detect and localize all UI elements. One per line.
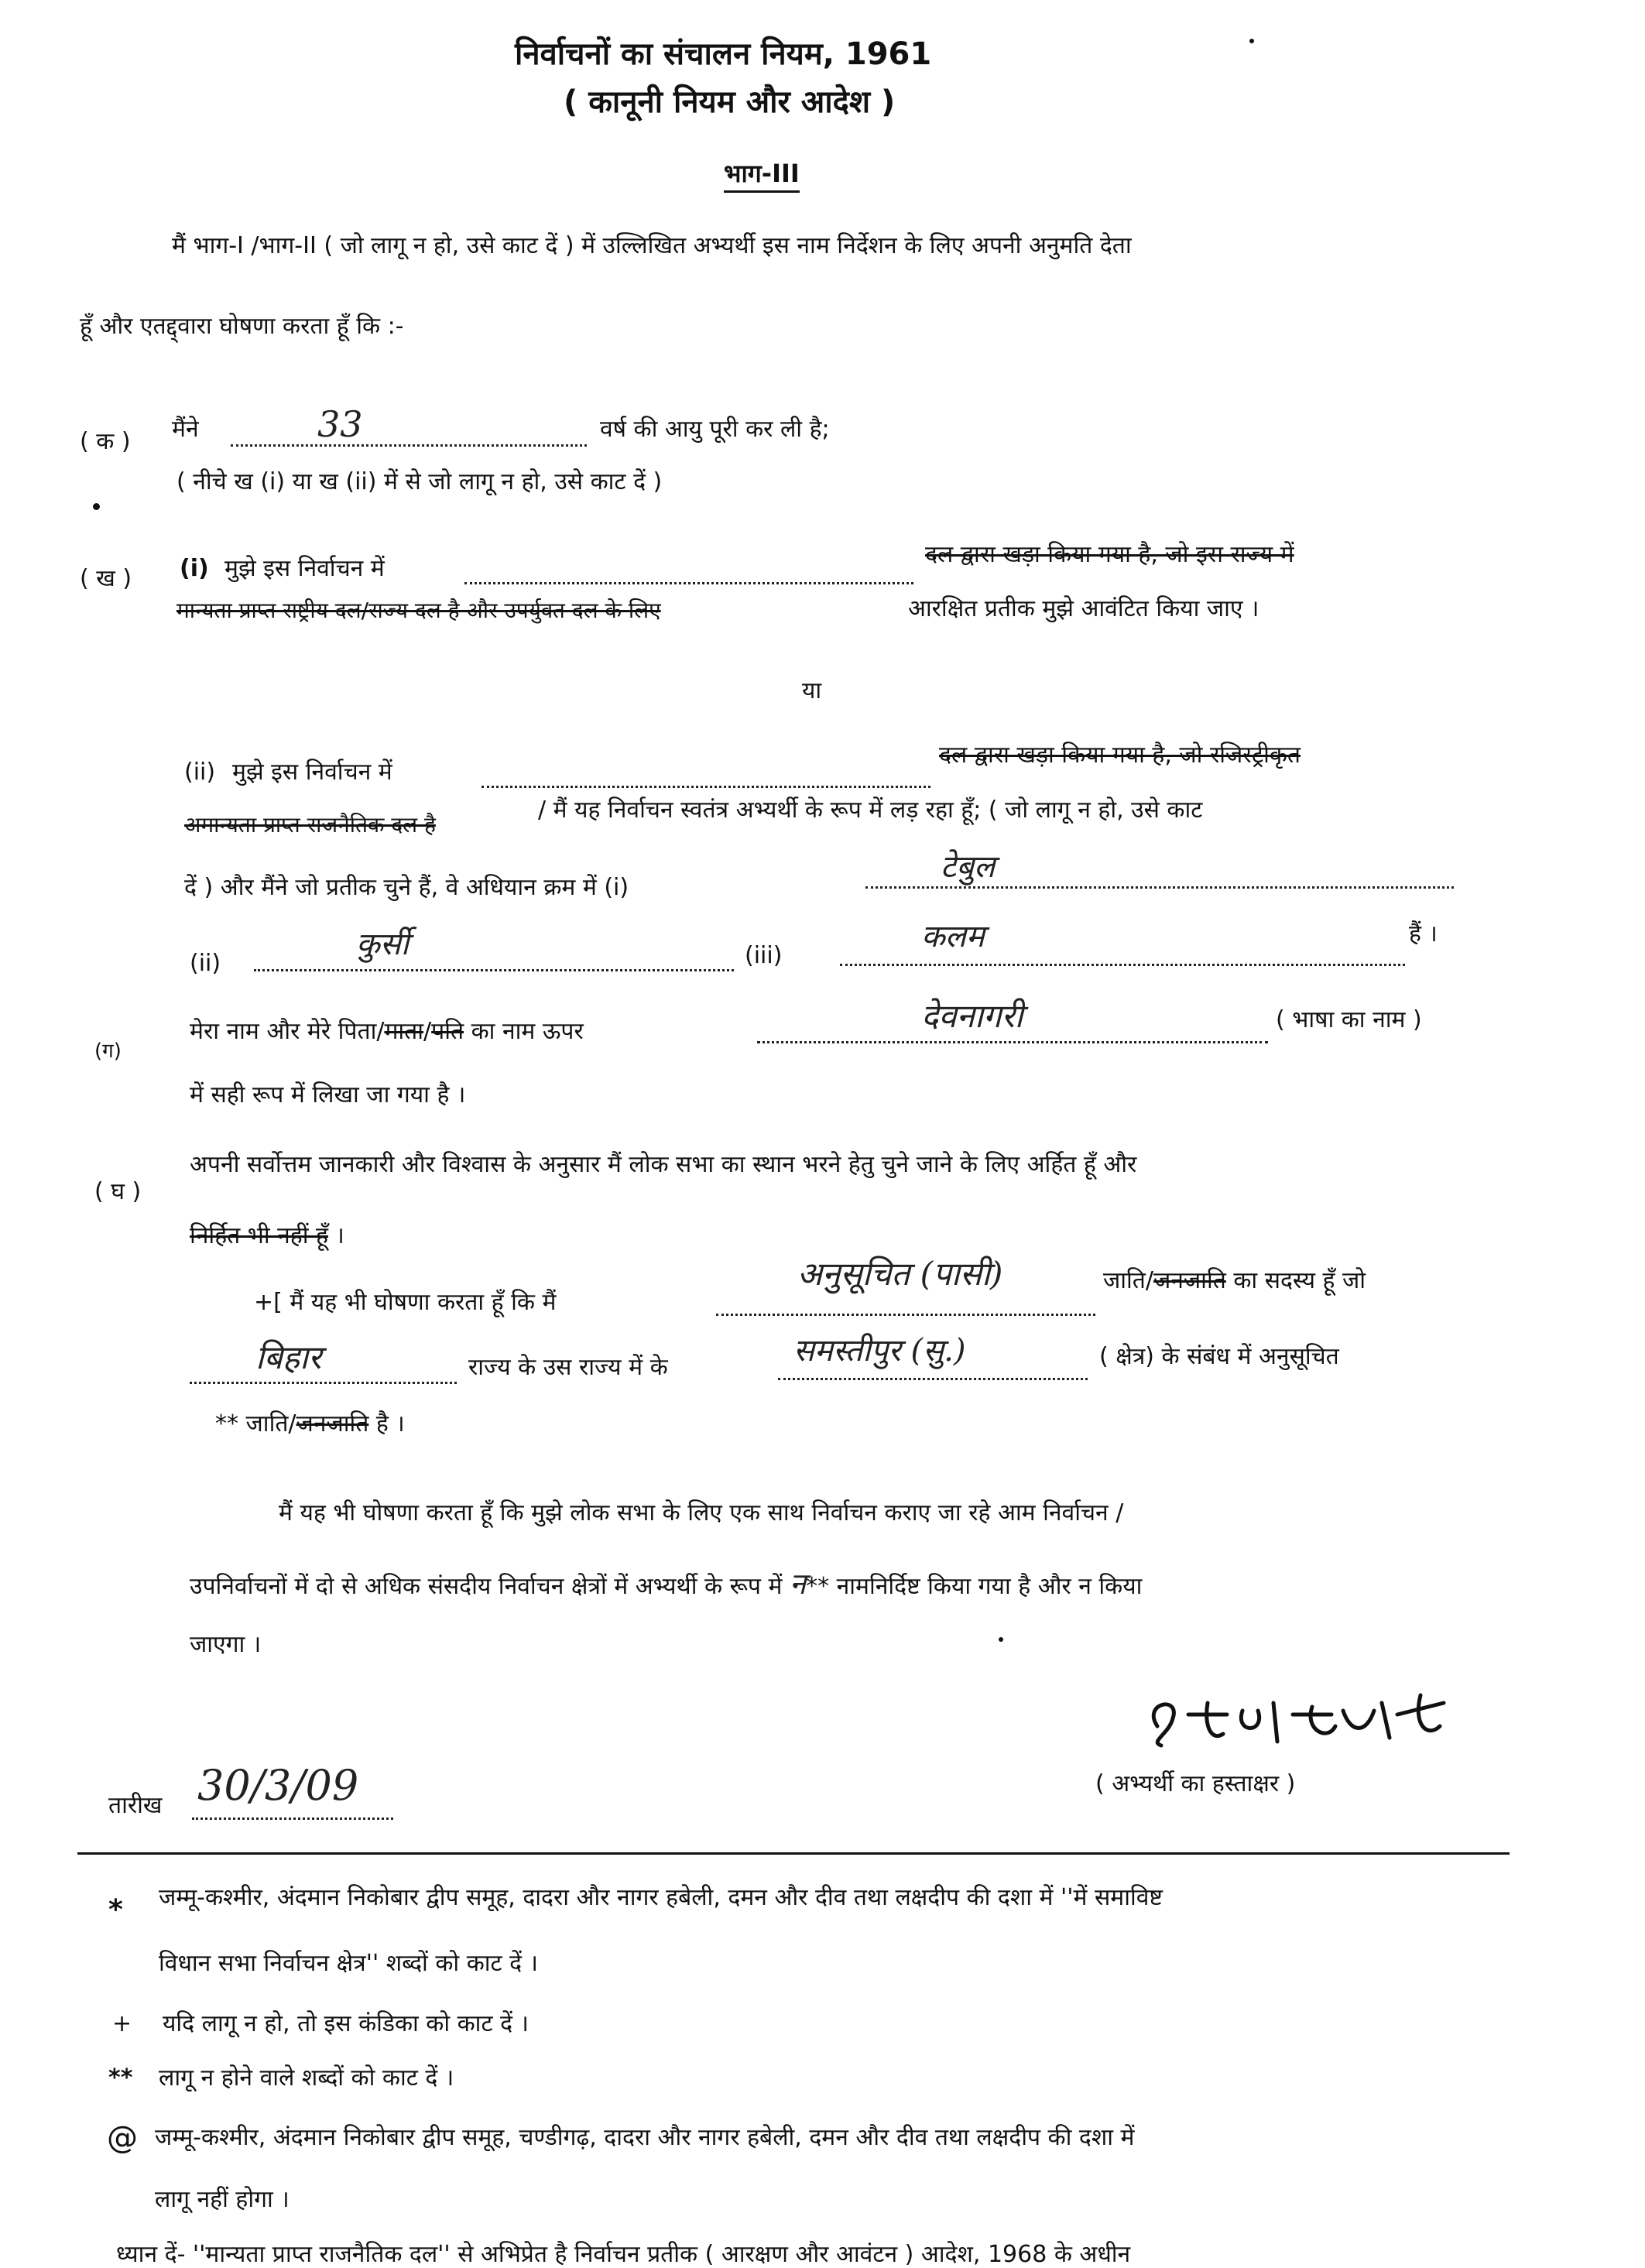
clause-ga-text-b: का नाम ऊपर xyxy=(471,1018,584,1045)
symbol-2-value: कुर्सी xyxy=(356,927,410,962)
ink-speck xyxy=(1249,39,1254,43)
bottom-note: ध्यान दें- ''मान्यता प्राप्त राजनैतिक दल'' से अभिप्रेत है निर्वाचन प्रतीक ( आरक्षण और आवंटन ) आदेश, 1968 के अधीन xyxy=(116,2241,1131,2268)
clause-kha-i-struck-a: दल द्वारा खड़ा किया गया है, जो इस राज्य में xyxy=(925,541,1294,568)
clause-gha-text-h: ** जाति/ xyxy=(215,1410,296,1437)
clause-gha-struck-a: निर्हित भी नहीं हूँ xyxy=(190,1222,328,1249)
footnote-symbol: * xyxy=(108,1894,123,1926)
date-value: 30/3/09 xyxy=(197,1761,359,1810)
language-field-line xyxy=(757,1041,1268,1043)
footnote-text: जम्मू-कश्मीर, अंदमान निकोबार द्वीप समूह, दादरा और नागर हबेली, दमन और दीव तथा लक्षदीप की दशा में ''में समाविष्ट xyxy=(159,1884,1163,1911)
clause-kha-ii-struck-b: अमान्यता प्राप्त राजनैतिक दल है xyxy=(184,812,436,838)
further-decl-line-2-a: उपनिर्वाचनों में दो से अधिक संसदीय निर्वाचन क्षेत्रों में अभ्यर्थी के रूप में xyxy=(190,1573,783,1600)
clause-ga-text-a-span: मेरा नाम और मेरे पिता/ xyxy=(190,1018,385,1045)
document-title: निर्वाचनों का संचालन नियम, 1961 xyxy=(515,36,932,72)
clause-ka-text-a: मैंने xyxy=(172,416,199,443)
clause-ka-marker: ( क ) xyxy=(80,428,131,455)
clause-gha-marker: ( घ ) xyxy=(94,1178,142,1205)
state-value: बिहार xyxy=(255,1338,322,1376)
party-field-line-1 xyxy=(464,582,913,584)
further-decl-line-1: मैं यह भी घोषणा करता हूँ कि मुझे लोक सभा के लिए एक साथ निर्वाचन कराए जा रहे आम निर्वाचन / xyxy=(279,1499,1124,1526)
footnote-text: जम्मू-कश्मीर, अंदमान निकोबार द्वीप समूह, चण्डीगढ़, दादरा और नागर हबेली, दमन और दीव तथा लक्षदीप की दशा में xyxy=(155,2124,1135,2151)
clause-ka-note: ( नीचे ख (i) या ख (ii) में से जो लागू न हो, उसे काट दें ) xyxy=(176,468,663,495)
caste-value: अनुसूचित (पासी) xyxy=(797,1255,1003,1293)
ink-speck xyxy=(999,1637,1003,1642)
constituency-field-line xyxy=(778,1378,1088,1380)
clause-kha-i-num: (i) xyxy=(180,555,209,582)
document-subtitle: ( कानूनी नियम और आदेश ) xyxy=(564,84,896,120)
footnote-text-cont: लागू नहीं होगा । xyxy=(155,2186,290,2213)
clause-gha-text-a: अपनी सर्वोत्तम जानकारी और विश्वास के अनुसार मैं लोक सभा का स्थान भरने हेतु चुने जाने के लिए अर्हित हूँ और xyxy=(190,1151,1137,1178)
clause-gha-struck-d: जनजाति xyxy=(296,1410,369,1437)
clause-gha-line-3-end xyxy=(1103,1269,1366,1293)
footnote-symbol: + xyxy=(112,2010,132,2037)
clause-gha-text-e: का सदस्य हूँ जो xyxy=(1233,1267,1366,1294)
ink-speck xyxy=(93,503,100,510)
clause-kha-ii-num: (ii) xyxy=(184,759,216,786)
age-value: 33 xyxy=(317,403,363,445)
clause-kha-i-text-a: मुझे इस निर्वाचन में xyxy=(224,555,385,582)
clause-gha-text-c: +[ मैं यह भी घोषणा करता हूँ कि मैं xyxy=(254,1289,557,1316)
clause-kha-marker: ( ख ) xyxy=(80,565,132,592)
clause-ka-text-b: वर्ष की आयु पूरी कर ली है; xyxy=(600,416,830,443)
symbol-2-field-line xyxy=(254,969,734,971)
clause-kha-ii-text-d: हैं । xyxy=(1409,920,1438,947)
clause-kha-ii-text-c: दें ) और मैंने जो प्रतीक चुने हैं, वे अधियान क्रम में (i) xyxy=(184,874,629,901)
party-field-line-2 xyxy=(482,786,930,788)
clause-gha-struck-c: जनजाति xyxy=(1153,1267,1226,1294)
clause-gha-text-f: राज्य के उस राज्य में के xyxy=(468,1354,668,1381)
footnote-symbol: ** xyxy=(108,2064,133,2092)
clause-ga-struck-husband: पति xyxy=(431,1018,464,1045)
further-decl-line-3: जाएगा । xyxy=(190,1631,262,1658)
clause-ga-marker: (ग) xyxy=(94,1040,122,1063)
footnote-text-cont: विधान सभा निर्वाचन क्षेत्र'' शब्दों को काट दें । xyxy=(159,1950,539,1977)
footnote-text: लागू न होने वाले शब्दों को काट दें । xyxy=(159,2064,454,2092)
or-word: या xyxy=(802,677,822,704)
clause-kha-ii-struck-a: दल द्वारा खड़ा किया गया है, जो रजिस्ट्रीकृत xyxy=(939,742,1301,769)
footnote-symbol: @ xyxy=(107,2120,138,2156)
clause-kha-ii-label-ii: (ii) xyxy=(190,950,221,977)
symbol-3-field-line xyxy=(840,964,1405,966)
clause-ga-text-a xyxy=(190,1020,584,1043)
clause-ga-sep: / xyxy=(423,1018,432,1045)
footnote-text: यदि लागू न हो, तो इस कंडिका को काट दें । xyxy=(163,2010,529,2037)
further-decl-line-2-b: ** नामनिर्दिष्ट किया गया है और न किया xyxy=(806,1573,1143,1600)
clause-kha-ii-text-a: मुझे इस निर्वाचन में xyxy=(232,759,392,786)
language-value: देवनागरी xyxy=(921,997,1023,1035)
state-field-line xyxy=(190,1382,457,1384)
symbol-3-value: कलम xyxy=(921,919,985,954)
date-field-line xyxy=(192,1817,393,1820)
clause-gha-line-5 xyxy=(215,1410,405,1437)
signature-label: ( अभ्यर्थी का हस्ताक्षर ) xyxy=(1095,1770,1296,1797)
clause-kha-ii-label-iii: (iii) xyxy=(745,942,783,969)
symbol-1-field-line xyxy=(865,886,1454,889)
symbol-1-value: टेबुल xyxy=(941,849,996,885)
constituency-value: समस्तीपुर (सु.) xyxy=(793,1333,966,1369)
clause-gha-text-d: जाति/ xyxy=(1103,1267,1154,1294)
intro-line-2: हूँ और एतद्द्वारा घोषणा करता हूँ कि :- xyxy=(80,313,404,340)
clause-ga-text-c: ( भाषा का नाम ) xyxy=(1276,1006,1422,1033)
date-label: तारीख xyxy=(108,1792,163,1819)
clause-gha-text-b: । xyxy=(335,1222,344,1249)
intro-line-1: मैं भाग-I /भाग-II ( जो लागू न हो, उसे काट दें ) में उल्लिखित अभ्यर्थी इस नाम निर्देशन के लिए अपनी अनुमति देता xyxy=(172,232,1132,259)
clause-gha-line-2 xyxy=(190,1222,344,1249)
further-decl-hand: न xyxy=(789,1567,807,1601)
clause-kha-i-struck-b: मान्यता प्राप्त राष्ट्रीय दल/राज्य दल है और उपर्युक्त दल के लिए xyxy=(176,598,661,623)
candidate-signature xyxy=(1134,1672,1459,1757)
further-decl-line-2 xyxy=(190,1567,1143,1601)
clause-kha-i-text-b: आरक्षित प्रतीक मुझे आवंटित किया जाए । xyxy=(908,595,1259,622)
clause-gha-text-i: है । xyxy=(375,1410,405,1437)
clause-ga-struck-mother: माता xyxy=(384,1018,424,1045)
footnote-separator xyxy=(77,1852,1510,1855)
caste-field-line xyxy=(716,1314,1095,1316)
clause-ga-text-d: में सही रूप में लिखा जा गया है । xyxy=(190,1081,466,1108)
age-field-line xyxy=(231,444,587,447)
clause-gha-text-g: ( क्षेत्र) के संबंध में अनुसूचित xyxy=(1099,1343,1339,1370)
part-heading: भाग-III xyxy=(724,161,800,193)
clause-kha-ii-text-b: / मैं यह निर्वाचन स्वतंत्र अभ्यर्थी के रूप में लड़ रहा हूँ; ( जो लागू न हो, उसे काट xyxy=(538,797,1203,824)
